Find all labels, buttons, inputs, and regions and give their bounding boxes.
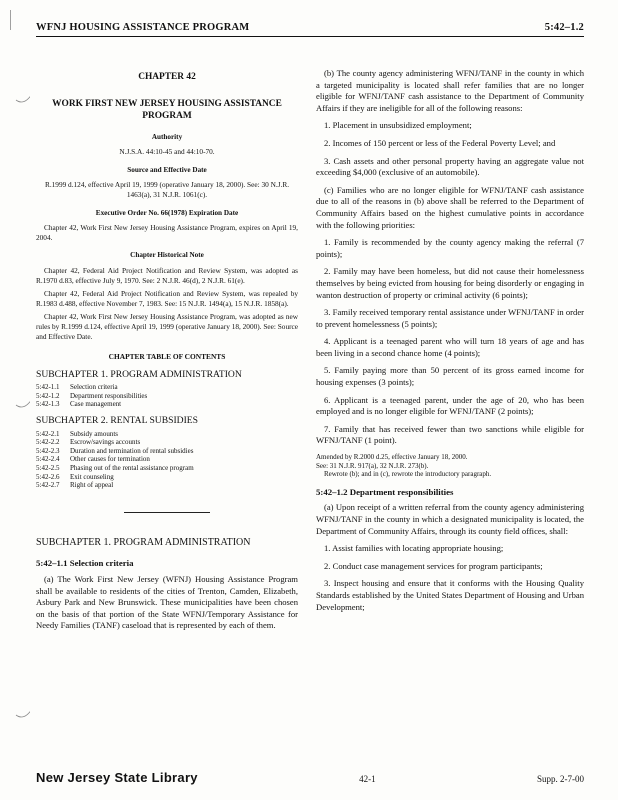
paragraph-c-item: 6. Applicant is a teenaged parent, under the age of 20, who has been employed and is no longer eligible for WFNJ/TANF (2 points);	[316, 394, 584, 417]
paragraph-c: (c) Families who are no longer eligible for WFNJ/TANF cash assistance due to all of the reasons in (b) above shall be referred to the Department of Community Affairs based on the highest cumulative points in accordance with the following priorities:	[316, 184, 584, 230]
toc-heading: CHAPTER TABLE OF CONTENTS	[108, 352, 226, 362]
history-note-1: Chapter 42, Federal Aid Project Notification and Review System, was adopted as R.1970 d.83, effective July 9, 1970. See: 2 N.J.R. 46(d), 2 N.J.R. 61(e).	[36, 265, 298, 285]
amendment-line: Amended by R.2000 d.25, effective January 18, 2000.	[316, 453, 468, 462]
toc-item[interactable]: 5:42-1.1 Selection criteria	[36, 383, 118, 392]
section-1-2-item: 1. Assist families with locating appropriate housing;	[324, 543, 504, 554]
toc-item[interactable]: 5:42-2.7 Right of appeal	[36, 481, 114, 490]
right-column	[316, 68, 584, 619]
amendment-note	[316, 453, 584, 479]
toc-item[interactable]: 5:42-2.3 Duration and termination of rental subsidies	[36, 446, 194, 455]
chapter-title: WORK FIRST NEW JERSEY HOUSING ASSISTANCE PROGRAM	[52, 98, 282, 121]
source-text: R.1999 d.124, effective April 19, 1999 (operative January 18, 2000). See: 30 N.J.R. 1463(a), 31 N.J.R. 1061(c).	[44, 180, 290, 199]
paragraph-c-item: 1. Family is recommended by the county agency making the referral (7 points);	[316, 237, 584, 259]
toc-subchapter-1: SUBCHAPTER 1. PROGRAM ADMINISTRATION	[36, 368, 242, 380]
toc-subchapter-2: SUBCHAPTER 2. RENTAL SUBSIDIES	[36, 415, 198, 427]
section-1-1-paragraph-a: (a) The Work First New Jersey (WFNJ) Housing Assistance Program shall be available to residents of the cities of Trenton, Camden, Elizabeth, Asbury Park and New Brunswick. These municipalities have been chosen on the basis of that portion of the State WFNJ/Temporary Assistance for Needy Families (TANF) caseload that is represented by each of them.	[36, 574, 298, 631]
section-1-2-paragraph-a: (a) Upon receipt of a written referral from the county agency administering WFNJ/TANF in the county in which a designated municipality is located, the Department of Community Affairs, through its county field offices, shall:	[316, 502, 584, 536]
history-heading: Chapter Historical Note	[130, 251, 204, 260]
section-1-2-item: 3. Inspect housing and ensure that it conforms with the Housing Quality Standards established by the United States Department of Housing and Urban Development;	[316, 578, 584, 612]
toc-item[interactable]: 5:42-1.2 Department responsibilities	[36, 391, 148, 400]
toc-list-1	[36, 383, 298, 409]
subchapter-1-heading: SUBCHAPTER 1. PROGRAM ADMINISTRATION	[36, 536, 251, 548]
toc-item[interactable]: 5:42-2.1 Subsidy amounts	[36, 429, 119, 438]
page-footer	[36, 770, 584, 785]
paragraph-c-item: 4. Applicant is a teenaged parent who will turn 18 years of age and has been living in a second chance home (4 points);	[316, 336, 584, 358]
amendment-line: See: 31 N.J.R. 917(a), 32 N.J.R. 273(b).	[316, 461, 429, 470]
scan-margin-marks	[10, 0, 30, 800]
paragraph-b-item: 1. Placement in unsubsidized employment;	[324, 120, 472, 131]
section-1-2-item: 2. Conduct case management services for program participants;	[324, 560, 543, 571]
toc-item[interactable]: 5:42-2.4 Other causes for termination	[36, 455, 150, 464]
toc-item[interactable]: 5:42-2.5 Phasing out of the rental assistance program	[36, 464, 194, 473]
library-stamp: New Jersey State Library	[36, 770, 198, 785]
left-column	[36, 68, 298, 637]
toc-item[interactable]: 5:42-1.3 Case management	[36, 400, 122, 409]
paragraph-c-item: 3. Family received temporary rental assistance under WFNJ/TANF in order to prevent homelessness (5 points);	[316, 307, 584, 329]
source-heading: Source and Effective Date	[127, 165, 207, 174]
paragraph-b-item: 3. Cash assets and other personal property having an aggregate value not exceeding $4,000 (exclusive of an automobile).	[316, 155, 584, 178]
page-number: 42-1	[359, 774, 376, 784]
executive-order-text: Chapter 42, Work First New Jersey Housing Assistance Program, expires on April 19, 2004.	[36, 223, 298, 242]
paragraph-c-item: 7. Family that has received fewer than two sanctions while eligible for WFNJ/TANF (1 point).	[316, 423, 584, 446]
history-note-3: Chapter 42, Work First New Jersey Housing Assistance Program, was adopted as new rules by R.1999 d.124, effective April 19, 1999 (operative January 18, 2000). See: Source and Effective Date.	[36, 312, 298, 341]
section-divider	[124, 512, 210, 513]
supplement-date: Supp. 2-7-00	[537, 774, 584, 784]
header-title: WFNJ HOUSING ASSISTANCE PROGRAM	[36, 22, 250, 33]
toc-item[interactable]: 5:42-2.2 Escrow/savings accounts	[36, 438, 141, 447]
executive-order-heading: Executive Order No. 66(1978) Expiration Date	[95, 208, 239, 217]
header-section: 5:42–1.2	[544, 22, 584, 33]
authority-heading: Authority	[151, 132, 183, 141]
toc-item[interactable]: 5:42-2.6 Exit counseling	[36, 472, 114, 481]
chapter-number: CHAPTER 42	[138, 72, 196, 82]
history-note-2: Chapter 42, Federal Aid Project Notification and Review System, was repealed by R.1983 d.488, effective November 7, 1983. See: 15 N.J.R. 1494(a), 15 N.J.R. 1858(a).	[36, 289, 298, 308]
amendment-line: Rewrote (b); and in (c), rewrote the introductory paragraph.	[324, 470, 492, 479]
paragraph-c-item: 2. Family may have been homeless, but did not cause their homelessness themselves by being evicted from housing for being disorderly or engaging in wanton destruction of property or criminal activity (6 points);	[316, 266, 584, 300]
section-1-2-heading: 5:42–1.2 Department responsibilities	[316, 486, 454, 497]
paragraph-b: (b) The county agency administering WFNJ/TANF in the county in which a targeted municipality is located shall refer families that are no longer eligible for WFNJ/TANF cash assistance to the Department of Community Affairs if they are ineligible for all of the following reasons:	[316, 68, 584, 113]
paragraph-b-item: 2. Incomes of 150 percent or less of the Federal Poverty Level; and	[324, 137, 556, 148]
toc-list-2	[36, 430, 298, 490]
paragraph-c-item: 5. Family paying more than 50 percent of its gross earned income for housing expenses (3 points);	[316, 365, 584, 388]
section-1-1-heading: 5:42–1.1 Selection criteria	[36, 558, 134, 569]
authority-text: N.J.S.A. 44:10-45 and 44:10-70.	[119, 147, 215, 157]
running-header	[36, 22, 584, 37]
